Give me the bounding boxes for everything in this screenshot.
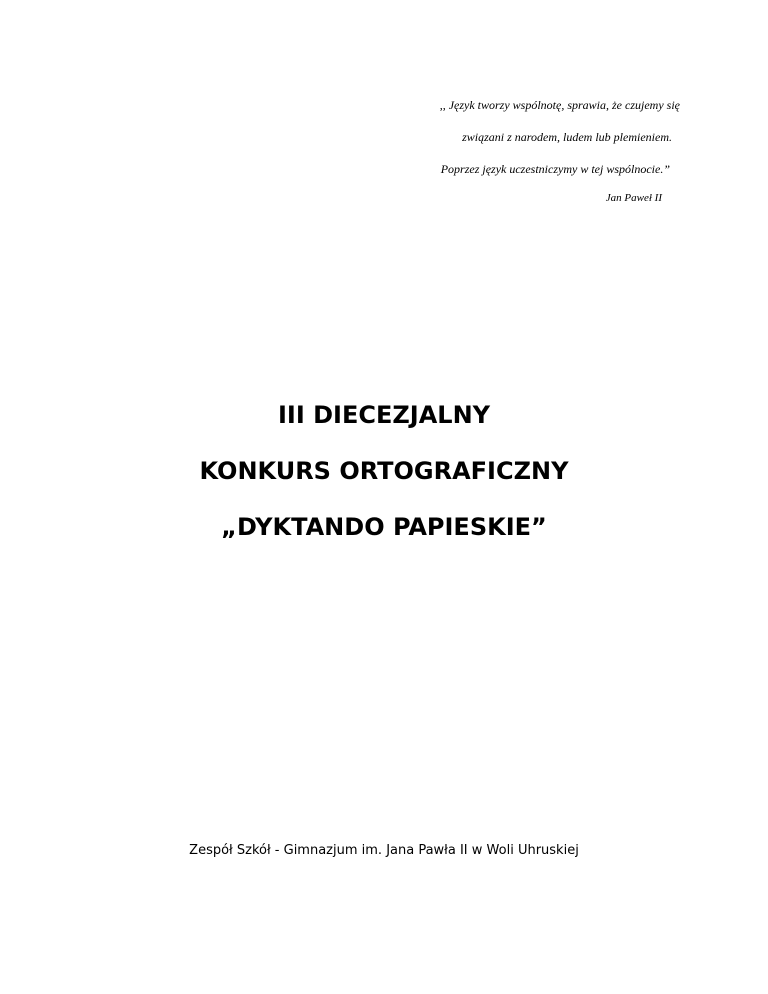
epigraph-line-3: Poprzez język uczestniczymy w tej wspólnocie.” <box>440 162 670 176</box>
school-name: Zespół Szkół - Gimnazjum im. Jana Pawła II w Woli Uhruskiej <box>189 843 579 858</box>
epigraph-author: Jan Paweł II <box>605 192 662 204</box>
title-line-1: III DIECEZJALNY <box>277 401 491 429</box>
epigraph-line-1: ,, Język tworzy wspólnotę, sprawia, że czujemy się <box>439 98 680 112</box>
epigraph-line-2: związani z narodem, ludem lub plemieniem. <box>462 130 672 144</box>
title-line-2: KONKURS ORTOGRAFICZNY <box>199 457 569 485</box>
title-line-3: „DYKTANDO PAPIESKIE” <box>221 513 547 541</box>
